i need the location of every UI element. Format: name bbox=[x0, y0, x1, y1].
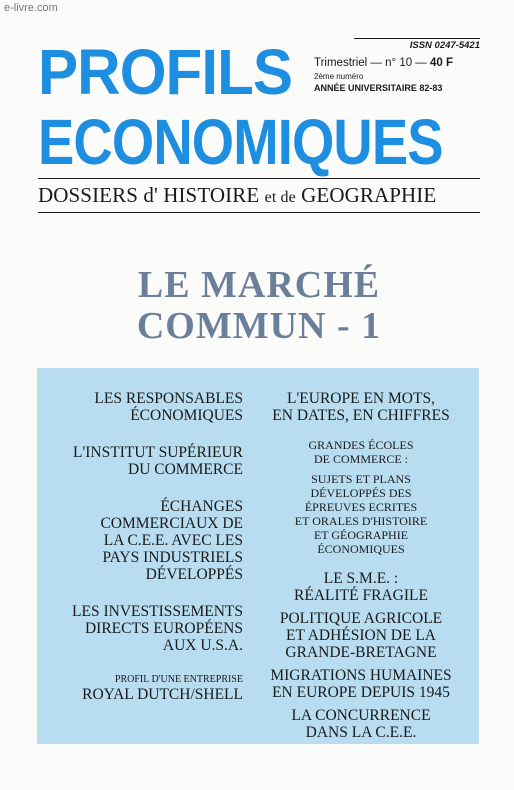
contents-item bbox=[263, 707, 459, 741]
frequency-issue: Trimestriel — n° 10 — bbox=[314, 57, 427, 69]
contents-item bbox=[43, 390, 243, 424]
contents-line: DÉVELOPPÉS bbox=[145, 566, 243, 583]
contents-line: ET ADHÉSION DE LA bbox=[286, 627, 436, 644]
profile-label: PROFIL D'UNE ENTREPRISE bbox=[114, 674, 243, 685]
contents-item bbox=[263, 390, 459, 424]
subtitle-part-4: GEOGRAPHIE bbox=[301, 183, 437, 207]
contents-line: ÉCONOMIQUES bbox=[317, 542, 405, 556]
contents-line: GRANDES ÉCOLES bbox=[308, 438, 414, 452]
academic-year: ANNÉE UNIVERSITAIRE 82-83 bbox=[314, 83, 443, 93]
subtitle-part-2: d' HISTOIRE bbox=[143, 183, 260, 207]
contents-line: ÉPREUVES ECRITES bbox=[304, 500, 418, 514]
contents-item bbox=[43, 674, 243, 703]
contents-left-column bbox=[43, 390, 243, 703]
contents-line: COMMERCIAUX DE bbox=[100, 515, 243, 532]
contents-item bbox=[263, 610, 459, 661]
contents-item bbox=[263, 667, 459, 701]
contents-line: DÉVELOPPÉS DES bbox=[310, 486, 412, 500]
contents-item bbox=[43, 498, 243, 583]
contents-item bbox=[263, 570, 459, 604]
divider bbox=[38, 212, 480, 213]
contents-right-column bbox=[263, 390, 459, 741]
theme-title-line-1: LE MARCHÉ bbox=[137, 264, 381, 306]
contents-line: LA CONCURRENCE bbox=[291, 707, 431, 724]
contents-item bbox=[263, 438, 459, 556]
theme-title-line-2: COMMUN - 1 bbox=[136, 305, 382, 347]
contents-line: DE COMMERCE : bbox=[313, 452, 408, 466]
divider bbox=[38, 178, 480, 179]
contents-line: LES INVESTISSEMENTS bbox=[72, 603, 243, 620]
contents-line: LE S.M.E. : bbox=[323, 570, 399, 587]
contents-line: L'EUROPE EN MOTS, bbox=[287, 390, 435, 407]
contents-item bbox=[43, 444, 243, 478]
subtitle-part-1: DOSSIERS bbox=[38, 183, 138, 207]
contents-line: ET GÉOGRAPHIE bbox=[313, 528, 409, 542]
contents-line: DANS LA C.E.E. bbox=[305, 724, 417, 741]
contents-line: MIGRATIONS HUMAINES bbox=[270, 667, 452, 684]
contents-line: LA C.E.E. AVEC LES bbox=[103, 532, 243, 549]
contents-line: ET ORALES D'HISTOIRE bbox=[294, 514, 428, 528]
contents-line: AUX U.S.A. bbox=[162, 637, 243, 654]
title-line-1: PROFILS bbox=[38, 36, 293, 108]
contents-line: EN EUROPE DEPUIS 1945 bbox=[272, 684, 450, 701]
contents-line: L'INSTITUT SUPÉRIEUR bbox=[73, 444, 243, 461]
contents-line: DU COMMERCE bbox=[128, 461, 243, 478]
watermark: e-livre.com bbox=[4, 2, 58, 14]
contents-line: EN DATES, EN CHIFFRES bbox=[272, 407, 450, 424]
series-subtitle bbox=[38, 184, 480, 207]
contents-line: POLITIQUE AGRICOLE bbox=[279, 610, 443, 627]
subtitle-part-3: et de bbox=[264, 189, 296, 206]
contents-line: GRANDE-BRETAGNE bbox=[285, 644, 437, 661]
contents-item bbox=[43, 603, 243, 654]
contents-line: SUJETS ET PLANS bbox=[311, 472, 411, 486]
price: 40 F bbox=[430, 57, 454, 69]
contents-box bbox=[37, 368, 479, 744]
issn: ISSN 0247-5421 bbox=[354, 38, 480, 51]
contents-line: RÉALITÉ FRAGILE bbox=[294, 587, 428, 604]
contents-line: ÉCONOMIQUES bbox=[130, 407, 243, 424]
title-line-2: ECONOMIQUES bbox=[38, 106, 443, 178]
issue-line bbox=[314, 57, 480, 69]
issue-info bbox=[314, 38, 480, 93]
contents-line: DIRECTS EUROPÉENS bbox=[84, 620, 243, 637]
contents-line: PAYS INDUSTRIELS bbox=[102, 549, 243, 566]
sub-number: 2ème numéro bbox=[314, 72, 364, 81]
contents-line: ÉCHANGES bbox=[160, 498, 243, 515]
profile-name: ROYAL DUTCH/SHELL bbox=[82, 686, 243, 703]
contents-line: LES RESPONSABLES bbox=[94, 390, 243, 407]
